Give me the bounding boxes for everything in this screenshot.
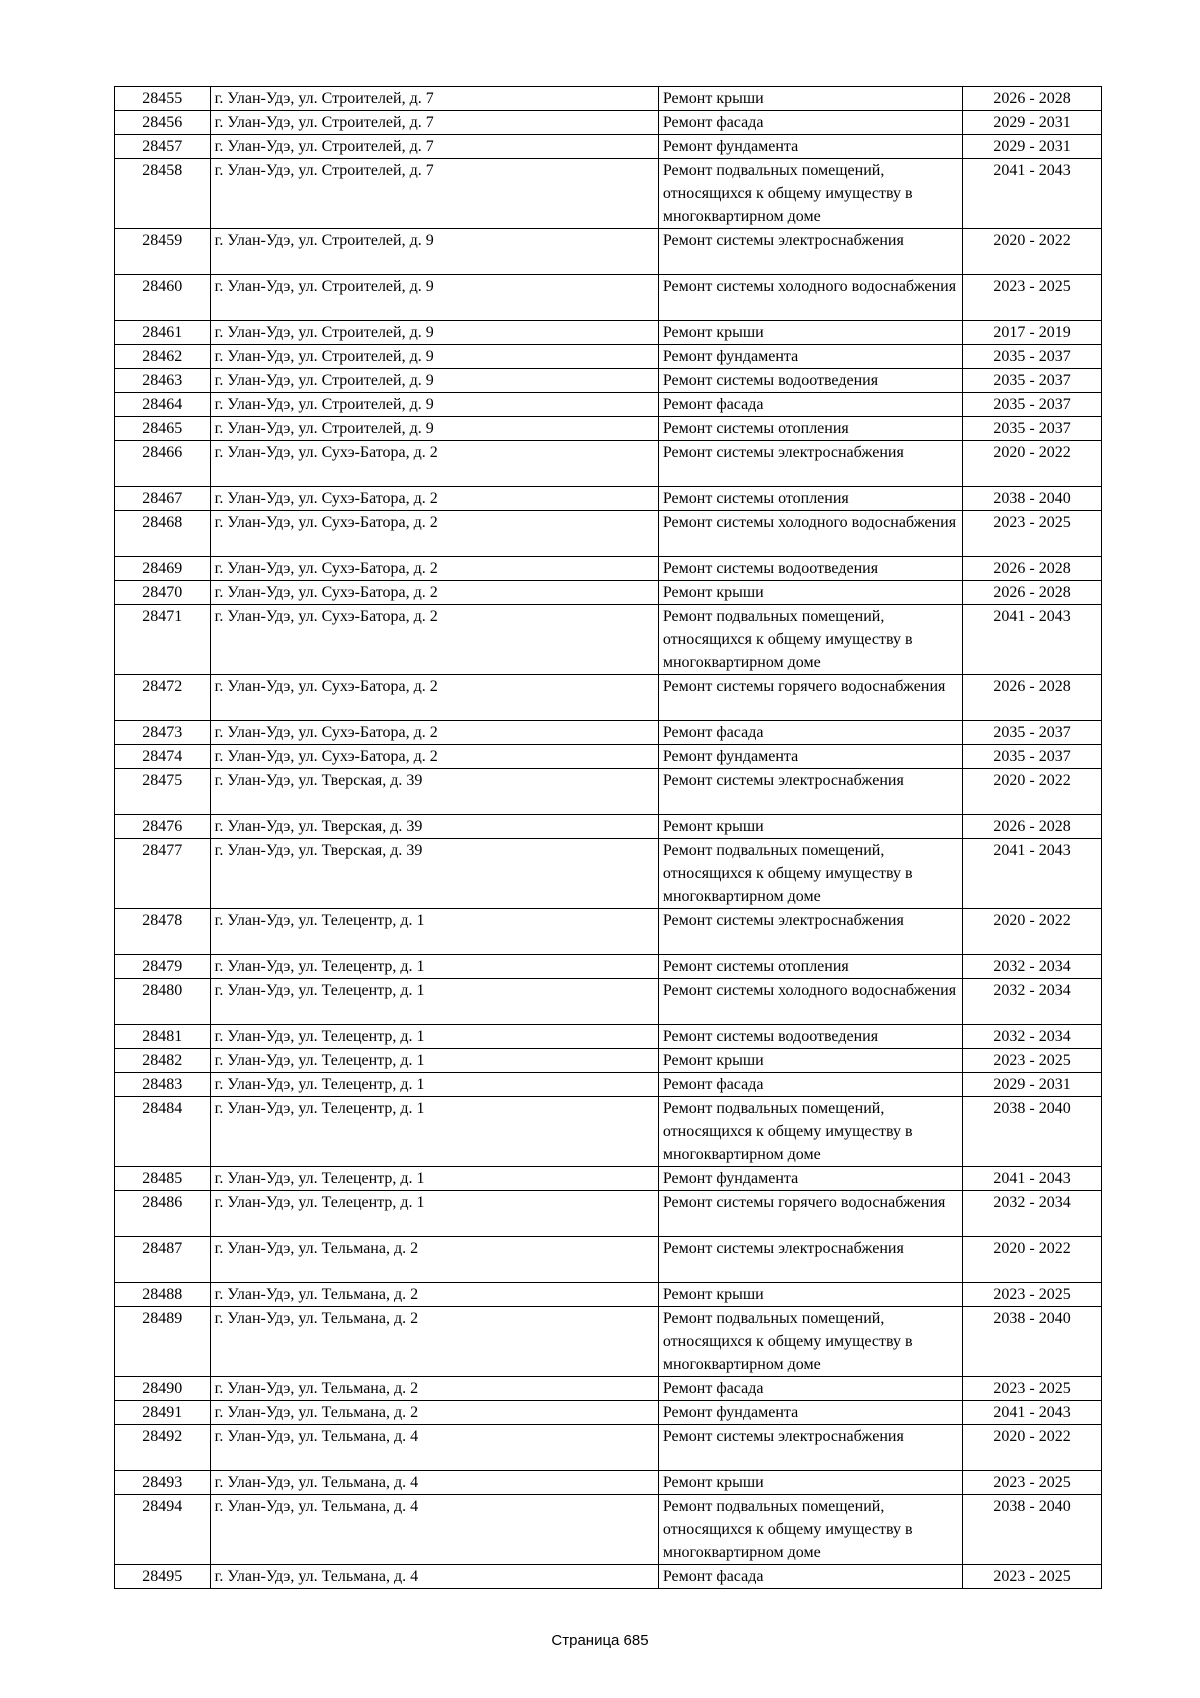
period-cell: 2035 - 2037 bbox=[963, 369, 1102, 393]
period-cell: 2023 - 2025 bbox=[963, 1049, 1102, 1073]
row-number-cell: 28495 bbox=[115, 1565, 211, 1589]
period-cell: 2035 - 2037 bbox=[963, 417, 1102, 441]
row-number-cell: 28464 bbox=[115, 393, 211, 417]
table-row bbox=[115, 1237, 1102, 1283]
table-row bbox=[115, 135, 1102, 159]
address-cell: г. Улан-Удэ, ул. Сухэ-Батора, д. 2 bbox=[210, 511, 658, 557]
address-cell: г. Улан-Удэ, ул. Строителей, д. 9 bbox=[210, 321, 658, 345]
table-row bbox=[115, 675, 1102, 721]
address-cell: г. Улан-Удэ, ул. Сухэ-Батора, д. 2 bbox=[210, 721, 658, 745]
address-cell: г. Улан-Удэ, ул. Телецентр, д. 1 bbox=[210, 979, 658, 1025]
period-cell: 2026 - 2028 bbox=[963, 581, 1102, 605]
table-row bbox=[115, 1073, 1102, 1097]
row-number-cell: 28470 bbox=[115, 581, 211, 605]
work-type-cell: Ремонт крыши bbox=[658, 87, 962, 111]
row-number-cell: 28473 bbox=[115, 721, 211, 745]
address-cell: г. Улан-Удэ, ул. Строителей, д. 9 bbox=[210, 369, 658, 393]
address-cell: г. Улан-Удэ, ул. Строителей, д. 9 bbox=[210, 229, 658, 275]
table-row bbox=[115, 1283, 1102, 1307]
period-cell: 2026 - 2028 bbox=[963, 675, 1102, 721]
period-cell: 2023 - 2025 bbox=[963, 511, 1102, 557]
work-type-cell: Ремонт системы отопления bbox=[658, 955, 962, 979]
row-number-cell: 28460 bbox=[115, 275, 211, 321]
period-cell: 2023 - 2025 bbox=[963, 1471, 1102, 1495]
row-number-cell: 28480 bbox=[115, 979, 211, 1025]
address-cell: г. Улан-Удэ, ул. Тельмана, д. 4 bbox=[210, 1425, 658, 1471]
row-number-cell: 28489 bbox=[115, 1307, 211, 1377]
period-cell: 2038 - 2040 bbox=[963, 487, 1102, 511]
row-number-cell: 28476 bbox=[115, 815, 211, 839]
work-type-cell: Ремонт подвальных помещений, относящихся к общему имуществу в многоквартирном доме bbox=[658, 1495, 962, 1565]
work-type-cell: Ремонт фасада bbox=[658, 1377, 962, 1401]
address-cell: г. Улан-Удэ, ул. Строителей, д. 9 bbox=[210, 275, 658, 321]
work-type-cell: Ремонт крыши bbox=[658, 815, 962, 839]
row-number-cell: 28483 bbox=[115, 1073, 211, 1097]
table-row bbox=[115, 605, 1102, 675]
address-cell: г. Улан-Удэ, ул. Тельмана, д. 2 bbox=[210, 1283, 658, 1307]
table-row bbox=[115, 955, 1102, 979]
row-number-cell: 28461 bbox=[115, 321, 211, 345]
table-row bbox=[115, 721, 1102, 745]
address-cell: г. Улан-Удэ, ул. Тельмана, д. 2 bbox=[210, 1401, 658, 1425]
work-type-cell: Ремонт фундамента bbox=[658, 345, 962, 369]
table-row bbox=[115, 159, 1102, 229]
work-type-cell: Ремонт подвальных помещений, относящихся к общему имуществу в многоквартирном доме bbox=[658, 159, 962, 229]
table-row bbox=[115, 345, 1102, 369]
work-type-cell: Ремонт крыши bbox=[658, 1471, 962, 1495]
period-cell: 2020 - 2022 bbox=[963, 909, 1102, 955]
address-cell: г. Улан-Удэ, ул. Сухэ-Батора, д. 2 bbox=[210, 557, 658, 581]
address-cell: г. Улан-Удэ, ул. Тельмана, д. 4 bbox=[210, 1495, 658, 1565]
table-row bbox=[115, 1495, 1102, 1565]
table-row bbox=[115, 369, 1102, 393]
row-number-cell: 28458 bbox=[115, 159, 211, 229]
work-type-cell: Ремонт подвальных помещений, относящихся к общему имуществу в многоквартирном доме bbox=[658, 1307, 962, 1377]
row-number-cell: 28478 bbox=[115, 909, 211, 955]
address-cell: г. Улан-Удэ, ул. Сухэ-Батора, д. 2 bbox=[210, 675, 658, 721]
address-cell: г. Улан-Удэ, ул. Тельмана, д. 2 bbox=[210, 1377, 658, 1401]
work-type-cell: Ремонт системы отопления bbox=[658, 487, 962, 511]
table-row bbox=[115, 417, 1102, 441]
period-cell: 2020 - 2022 bbox=[963, 769, 1102, 815]
period-cell: 2023 - 2025 bbox=[963, 1283, 1102, 1307]
work-type-cell: Ремонт крыши bbox=[658, 581, 962, 605]
table-row bbox=[115, 1401, 1102, 1425]
work-type-cell: Ремонт фундамента bbox=[658, 1401, 962, 1425]
row-number-cell: 28477 bbox=[115, 839, 211, 909]
period-cell: 2026 - 2028 bbox=[963, 87, 1102, 111]
table-row bbox=[115, 815, 1102, 839]
address-cell: г. Улан-Удэ, ул. Сухэ-Батора, д. 2 bbox=[210, 745, 658, 769]
address-cell: г. Улан-Удэ, ул. Сухэ-Батора, д. 2 bbox=[210, 487, 658, 511]
row-number-cell: 28467 bbox=[115, 487, 211, 511]
period-cell: 2035 - 2037 bbox=[963, 393, 1102, 417]
row-number-cell: 28462 bbox=[115, 345, 211, 369]
row-number-cell: 28492 bbox=[115, 1425, 211, 1471]
address-cell: г. Улан-Удэ, ул. Телецентр, д. 1 bbox=[210, 1191, 658, 1237]
address-cell: г. Улан-Удэ, ул. Строителей, д. 9 bbox=[210, 393, 658, 417]
period-cell: 2035 - 2037 bbox=[963, 721, 1102, 745]
period-cell: 2032 - 2034 bbox=[963, 979, 1102, 1025]
row-number-cell: 28491 bbox=[115, 1401, 211, 1425]
table-row bbox=[115, 441, 1102, 487]
work-type-cell: Ремонт фасада bbox=[658, 721, 962, 745]
row-number-cell: 28459 bbox=[115, 229, 211, 275]
work-type-cell: Ремонт крыши bbox=[658, 1283, 962, 1307]
repair-schedule-table bbox=[114, 86, 1102, 1589]
table-row bbox=[115, 229, 1102, 275]
row-number-cell: 28482 bbox=[115, 1049, 211, 1073]
address-cell: г. Улан-Удэ, ул. Тверская, д. 39 bbox=[210, 839, 658, 909]
address-cell: г. Улан-Удэ, ул. Строителей, д. 9 bbox=[210, 417, 658, 441]
table-row bbox=[115, 393, 1102, 417]
work-type-cell: Ремонт фасада bbox=[658, 1565, 962, 1589]
table-row bbox=[115, 1565, 1102, 1589]
page-number: Страница 685 bbox=[551, 1632, 649, 1649]
work-type-cell: Ремонт системы водоотведения bbox=[658, 557, 962, 581]
period-cell: 2029 - 2031 bbox=[963, 1073, 1102, 1097]
work-type-cell: Ремонт системы холодного водоснабжения bbox=[658, 511, 962, 557]
work-type-cell: Ремонт системы электроснабжения bbox=[658, 1237, 962, 1283]
table-row bbox=[115, 745, 1102, 769]
work-type-cell: Ремонт системы электроснабжения bbox=[658, 909, 962, 955]
work-type-cell: Ремонт системы горячего водоснабжения bbox=[658, 675, 962, 721]
table-row bbox=[115, 1167, 1102, 1191]
period-cell: 2029 - 2031 bbox=[963, 135, 1102, 159]
table-row bbox=[115, 111, 1102, 135]
address-cell: г. Улан-Удэ, ул. Строителей, д. 7 bbox=[210, 111, 658, 135]
address-cell: г. Улан-Удэ, ул. Телецентр, д. 1 bbox=[210, 1049, 658, 1073]
row-number-cell: 28469 bbox=[115, 557, 211, 581]
address-cell: г. Улан-Удэ, ул. Сухэ-Батора, д. 2 bbox=[210, 605, 658, 675]
work-type-cell: Ремонт системы электроснабжения bbox=[658, 1425, 962, 1471]
table-row bbox=[115, 1425, 1102, 1471]
period-cell: 2023 - 2025 bbox=[963, 1377, 1102, 1401]
address-cell: г. Улан-Удэ, ул. Строителей, д. 9 bbox=[210, 345, 658, 369]
period-cell: 2038 - 2040 bbox=[963, 1495, 1102, 1565]
row-number-cell: 28479 bbox=[115, 955, 211, 979]
work-type-cell: Ремонт крыши bbox=[658, 321, 962, 345]
work-type-cell: Ремонт системы электроснабжения bbox=[658, 769, 962, 815]
row-number-cell: 28455 bbox=[115, 87, 211, 111]
row-number-cell: 28487 bbox=[115, 1237, 211, 1283]
row-number-cell: 28493 bbox=[115, 1471, 211, 1495]
table-row bbox=[115, 979, 1102, 1025]
row-number-cell: 28463 bbox=[115, 369, 211, 393]
row-number-cell: 28456 bbox=[115, 111, 211, 135]
row-number-cell: 28490 bbox=[115, 1377, 211, 1401]
work-type-cell: Ремонт системы электроснабжения bbox=[658, 229, 962, 275]
address-cell: г. Улан-Удэ, ул. Телецентр, д. 1 bbox=[210, 955, 658, 979]
work-type-cell: Ремонт подвальных помещений, относящихся к общему имуществу в многоквартирном доме bbox=[658, 605, 962, 675]
address-cell: г. Улан-Удэ, ул. Тельмана, д. 4 bbox=[210, 1565, 658, 1589]
address-cell: г. Улан-Удэ, ул. Тверская, д. 39 bbox=[210, 769, 658, 815]
table-row bbox=[115, 511, 1102, 557]
row-number-cell: 28472 bbox=[115, 675, 211, 721]
period-cell: 2041 - 2043 bbox=[963, 839, 1102, 909]
row-number-cell: 28471 bbox=[115, 605, 211, 675]
period-cell: 2041 - 2043 bbox=[963, 159, 1102, 229]
row-number-cell: 28457 bbox=[115, 135, 211, 159]
row-number-cell: 28494 bbox=[115, 1495, 211, 1565]
address-cell: г. Улан-Удэ, ул. Телецентр, д. 1 bbox=[210, 1167, 658, 1191]
period-cell: 2029 - 2031 bbox=[963, 111, 1102, 135]
work-type-cell: Ремонт системы горячего водоснабжения bbox=[658, 1191, 962, 1237]
row-number-cell: 28466 bbox=[115, 441, 211, 487]
address-cell: г. Улан-Удэ, ул. Тельмана, д. 2 bbox=[210, 1237, 658, 1283]
address-cell: г. Улан-Удэ, ул. Тельмана, д. 2 bbox=[210, 1307, 658, 1377]
period-cell: 2026 - 2028 bbox=[963, 557, 1102, 581]
table-row bbox=[115, 1049, 1102, 1073]
address-cell: г. Улан-Удэ, ул. Строителей, д. 7 bbox=[210, 159, 658, 229]
table-row bbox=[115, 1097, 1102, 1167]
period-cell: 2023 - 2025 bbox=[963, 1565, 1102, 1589]
address-cell: г. Улан-Удэ, ул. Строителей, д. 7 bbox=[210, 87, 658, 111]
work-type-cell: Ремонт системы холодного водоснабжения bbox=[658, 275, 962, 321]
period-cell: 2032 - 2034 bbox=[963, 1025, 1102, 1049]
work-type-cell: Ремонт фундамента bbox=[658, 1167, 962, 1191]
address-cell: г. Улан-Удэ, ул. Телецентр, д. 1 bbox=[210, 909, 658, 955]
address-cell: г. Улан-Удэ, ул. Телецентр, д. 1 bbox=[210, 1073, 658, 1097]
period-cell: 2035 - 2037 bbox=[963, 745, 1102, 769]
table-row bbox=[115, 1377, 1102, 1401]
work-type-cell: Ремонт системы холодного водоснабжения bbox=[658, 979, 962, 1025]
work-type-cell: Ремонт системы водоотведения bbox=[658, 369, 962, 393]
table-row bbox=[115, 1307, 1102, 1377]
period-cell: 2032 - 2034 bbox=[963, 1191, 1102, 1237]
table-row bbox=[115, 1471, 1102, 1495]
row-number-cell: 28475 bbox=[115, 769, 211, 815]
work-type-cell: Ремонт системы отопления bbox=[658, 417, 962, 441]
row-number-cell: 28465 bbox=[115, 417, 211, 441]
period-cell: 2032 - 2034 bbox=[963, 955, 1102, 979]
address-cell: г. Улан-Удэ, ул. Тельмана, д. 4 bbox=[210, 1471, 658, 1495]
address-cell: г. Улан-Удэ, ул. Телецентр, д. 1 bbox=[210, 1025, 658, 1049]
table-body bbox=[115, 87, 1102, 1589]
table-row bbox=[115, 1191, 1102, 1237]
table-row bbox=[115, 769, 1102, 815]
work-type-cell: Ремонт системы электроснабжения bbox=[658, 441, 962, 487]
row-number-cell: 28488 bbox=[115, 1283, 211, 1307]
period-cell: 2038 - 2040 bbox=[963, 1097, 1102, 1167]
table-row bbox=[115, 1025, 1102, 1049]
row-number-cell: 28486 bbox=[115, 1191, 211, 1237]
work-type-cell: Ремонт крыши bbox=[658, 1049, 962, 1073]
period-cell: 2026 - 2028 bbox=[963, 815, 1102, 839]
period-cell: 2041 - 2043 bbox=[963, 1401, 1102, 1425]
address-cell: г. Улан-Удэ, ул. Тверская, д. 39 bbox=[210, 815, 658, 839]
work-type-cell: Ремонт подвальных помещений, относящихся к общему имуществу в многоквартирном доме bbox=[658, 1097, 962, 1167]
table-row bbox=[115, 581, 1102, 605]
table-row bbox=[115, 321, 1102, 345]
period-cell: 2020 - 2022 bbox=[963, 1237, 1102, 1283]
period-cell: 2020 - 2022 bbox=[963, 1425, 1102, 1471]
period-cell: 2041 - 2043 bbox=[963, 605, 1102, 675]
period-cell: 2020 - 2022 bbox=[963, 441, 1102, 487]
period-cell: 2035 - 2037 bbox=[963, 345, 1102, 369]
address-cell: г. Улан-Удэ, ул. Сухэ-Батора, д. 2 bbox=[210, 581, 658, 605]
table-row bbox=[115, 557, 1102, 581]
work-type-cell: Ремонт подвальных помещений, относящихся к общему имуществу в многоквартирном доме bbox=[658, 839, 962, 909]
row-number-cell: 28468 bbox=[115, 511, 211, 557]
work-type-cell: Ремонт фасада bbox=[658, 393, 962, 417]
row-number-cell: 28484 bbox=[115, 1097, 211, 1167]
table-row bbox=[115, 909, 1102, 955]
work-type-cell: Ремонт фундамента bbox=[658, 135, 962, 159]
period-cell: 2020 - 2022 bbox=[963, 229, 1102, 275]
table-row bbox=[115, 487, 1102, 511]
row-number-cell: 28485 bbox=[115, 1167, 211, 1191]
period-cell: 2023 - 2025 bbox=[963, 275, 1102, 321]
address-cell: г. Улан-Удэ, ул. Строителей, д. 7 bbox=[210, 135, 658, 159]
work-type-cell: Ремонт фундамента bbox=[658, 745, 962, 769]
address-cell: г. Улан-Удэ, ул. Телецентр, д. 1 bbox=[210, 1097, 658, 1167]
period-cell: 2038 - 2040 bbox=[963, 1307, 1102, 1377]
address-cell: г. Улан-Удэ, ул. Сухэ-Батора, д. 2 bbox=[210, 441, 658, 487]
period-cell: 2017 - 2019 bbox=[963, 321, 1102, 345]
period-cell: 2041 - 2043 bbox=[963, 1167, 1102, 1191]
table-row bbox=[115, 87, 1102, 111]
work-type-cell: Ремонт системы водоотведения bbox=[658, 1025, 962, 1049]
row-number-cell: 28474 bbox=[115, 745, 211, 769]
work-type-cell: Ремонт фасада bbox=[658, 1073, 962, 1097]
table-row bbox=[115, 275, 1102, 321]
row-number-cell: 28481 bbox=[115, 1025, 211, 1049]
table-row bbox=[115, 839, 1102, 909]
work-type-cell: Ремонт фасада bbox=[658, 111, 962, 135]
